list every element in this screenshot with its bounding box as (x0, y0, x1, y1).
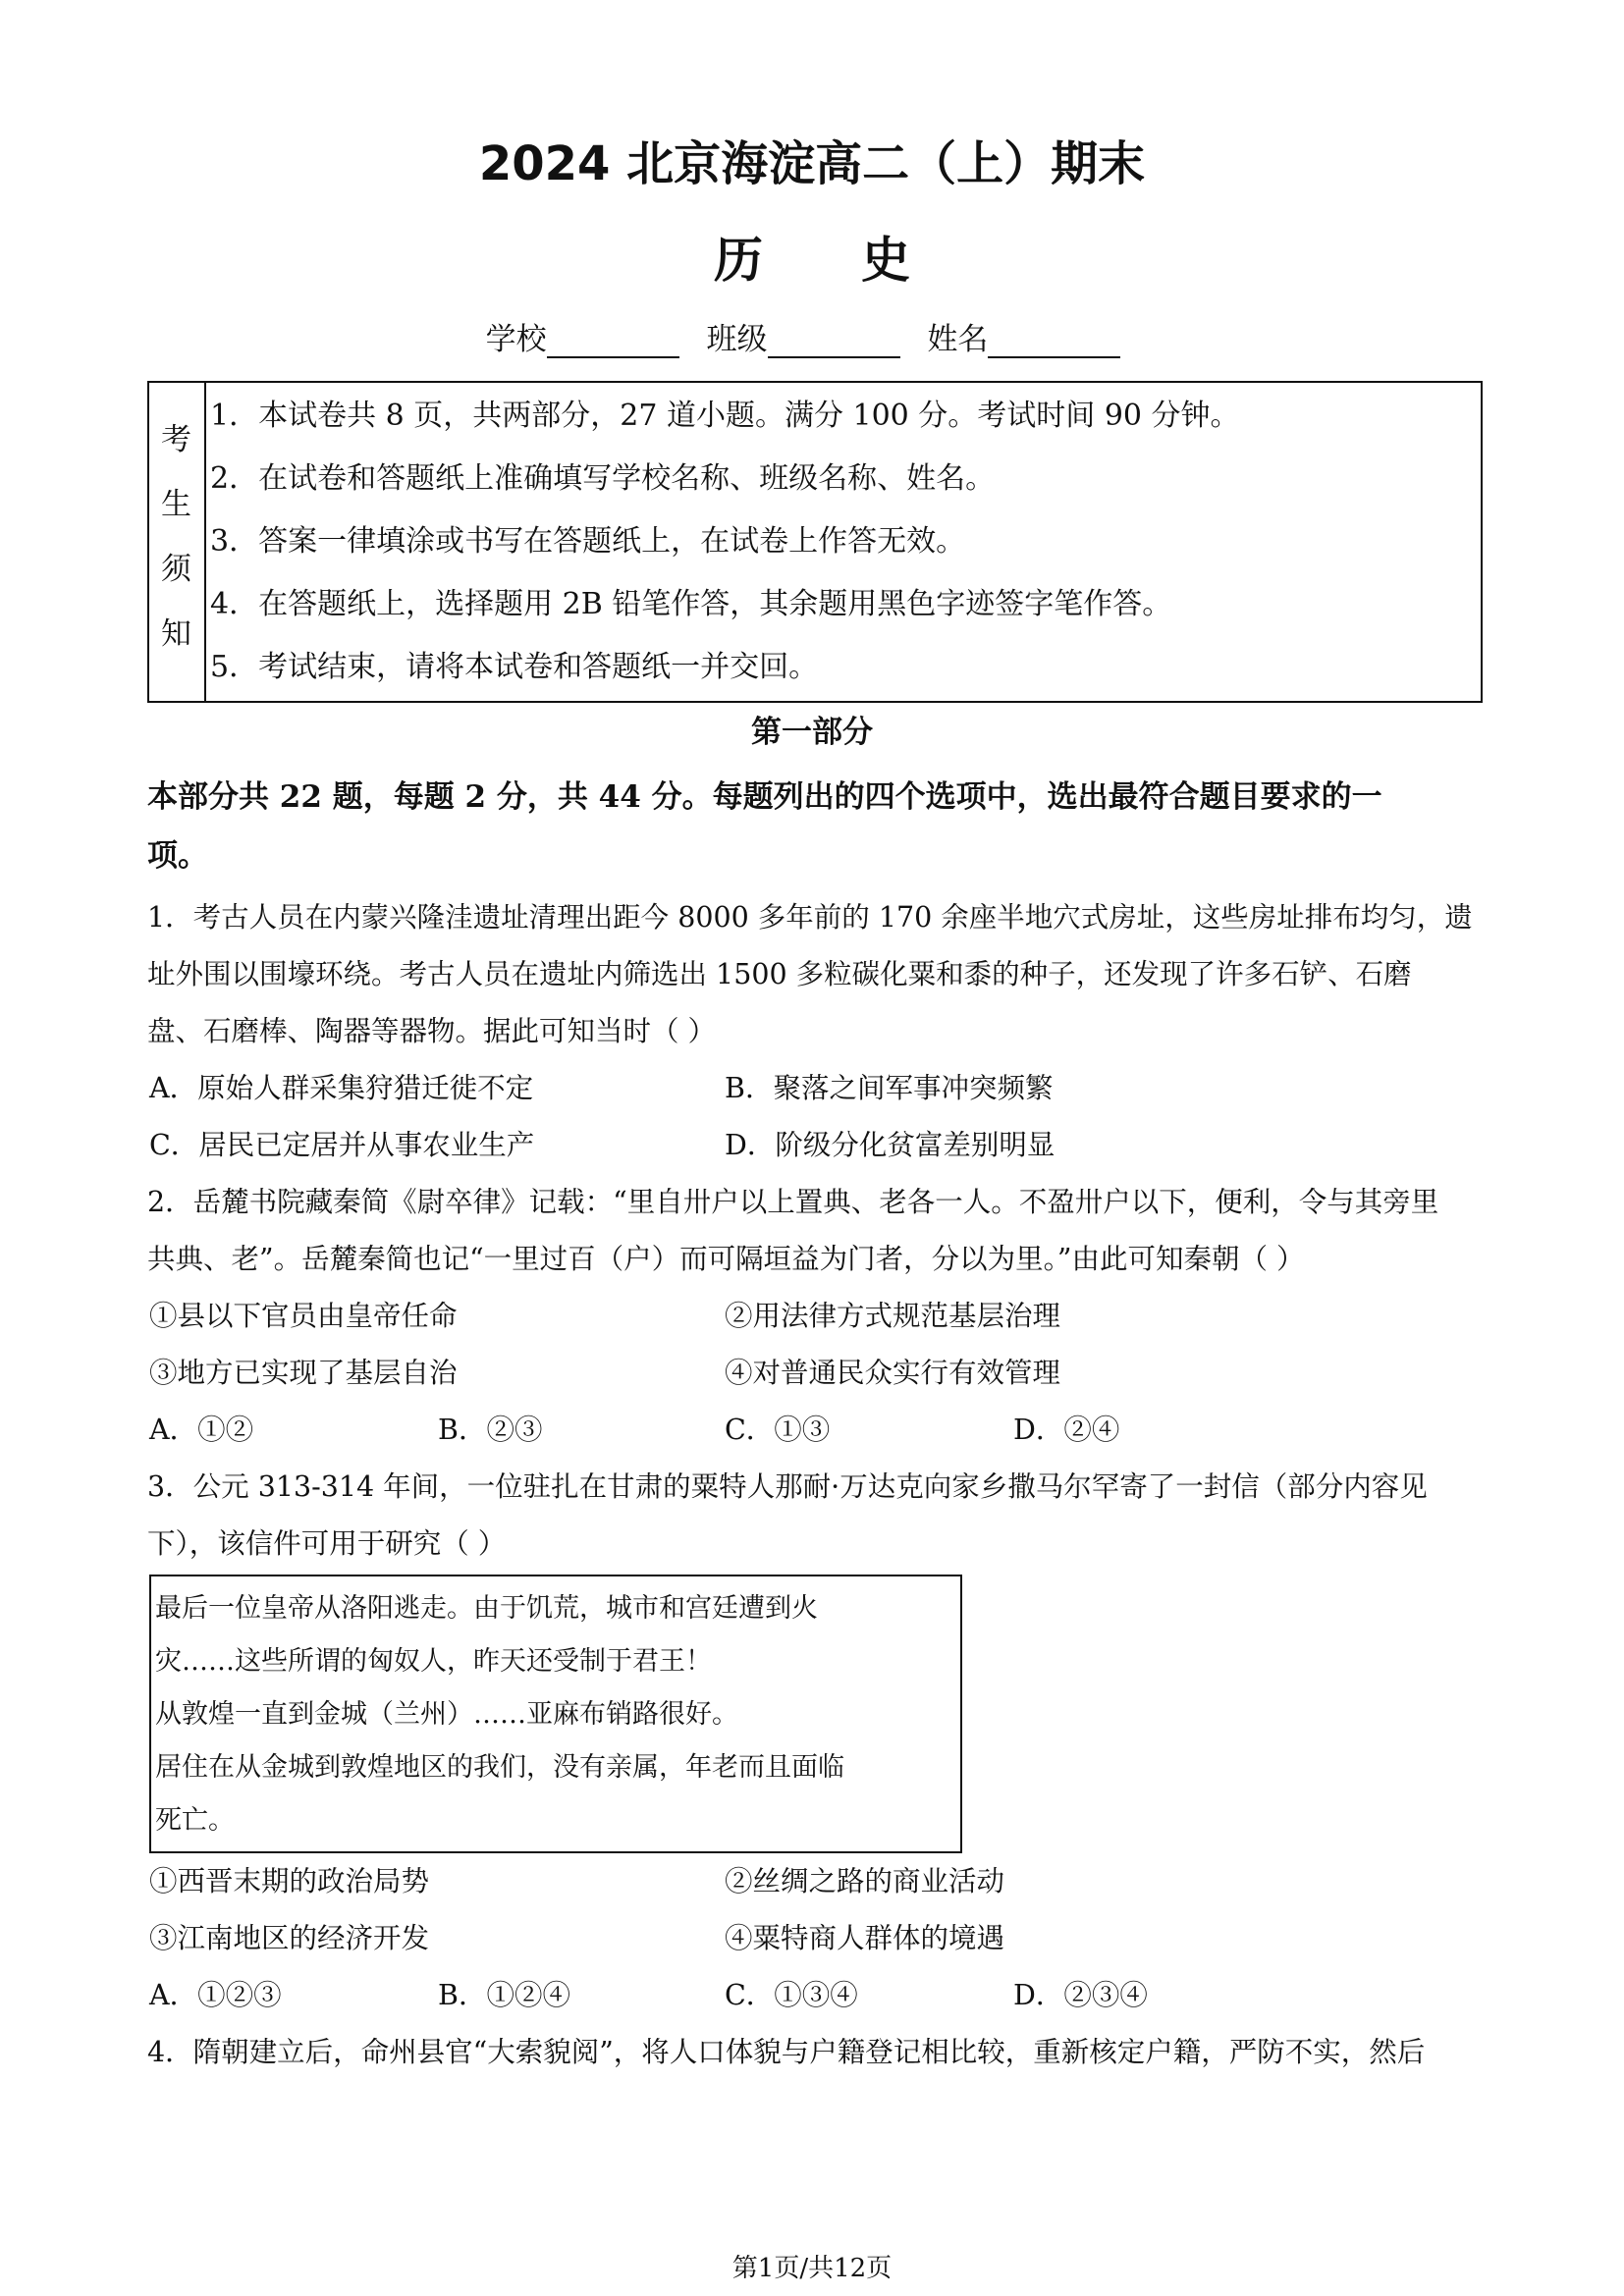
q3-option-a[interactable]: A．①②③ (149, 1979, 282, 2011)
q3-option-c[interactable]: C．①③④ (725, 1979, 858, 2011)
q2-statement-3: ③地方已实现了基层自治 (149, 1357, 458, 1389)
part-one-intro: 本部分共 22 题，每题 2 分，共 44 分。每题列出的四个选项中，选出最符合题目要求的一 (147, 779, 1382, 815)
q3-option-b[interactable]: B．①②④ (438, 1979, 570, 2011)
exam-title: 2024 北京海淀高二（上）期末 (478, 136, 1146, 191)
q1-option-a[interactable]: A．原始人群采集狩猎迁徙不定 (149, 1072, 534, 1104)
q2-option-c[interactable]: C．①③ (725, 1414, 831, 1446)
school-blank[interactable] (547, 327, 679, 358)
notice-item: 3．答案一律填涂或书写在答题纸上，在试卷上作答无效。 (210, 524, 966, 559)
notice-item: 2．在试卷和答题纸上准确填写学校名称、班级名称、姓名。 (210, 461, 996, 496)
q2-option-a[interactable]: A．①② (149, 1414, 254, 1446)
question-1-text: 址外围以围壕环绕。考古人员在遗址内筛选出 1500 多粒碳化粟和黍的种子，还发现了许多石铲、石磨 (147, 958, 1412, 990)
letter-excerpt-box (149, 1575, 962, 1853)
notice-head-char: 生 (161, 487, 191, 522)
question-2-text: 共典、老”。岳麓秦简也记“一里过百（户）而可隔垣益为门者，分以为里。”由此可知秦朝（ ） (147, 1243, 1305, 1275)
class-blank[interactable] (768, 327, 900, 358)
notice-heading (149, 383, 206, 701)
letter-line: 从敦煌一直到金城（兰州）……亚麻布销路很好。 (155, 1699, 738, 1730)
name-label: 姓名 (927, 322, 989, 357)
letter-line: 最后一位皇帝从洛阳逃走。由于饥荒，城市和宫廷遭到火 (155, 1593, 818, 1624)
notice-item: 1．本试卷共 8 页，共两部分，27 道小题。满分 100 分。考试时间 90 分钟。 (210, 399, 1240, 433)
part-one-title: 第一部分 (751, 715, 873, 750)
q1-option-c[interactable]: C．居民已定居并从事农业生产 (149, 1129, 535, 1161)
q3-statement-2: ②丝绸之路的商业活动 (725, 1865, 1005, 1897)
part-one-intro: 项。 (147, 838, 208, 874)
question-4-text: 4．隋朝建立后，命州县官“大索貌阅”，将人口体貌与户籍登记相比较，重新核定户籍，严防不实，然后 (147, 2036, 1426, 2068)
student-info-line (0, 314, 1624, 358)
q3-statement-1: ①西晋末期的政治局势 (149, 1865, 430, 1897)
subject-title: 历史 (714, 232, 1008, 289)
q1-option-b[interactable]: B．聚落之间军事冲突频繁 (725, 1072, 1054, 1104)
question-3-text: 3．公元 313-314 年间，一位驻扎在甘肃的粟特人那耐·万达克向家乡撒马尔罕寄了一封信（部分内容见 (147, 1470, 1428, 1503)
q3-option-d[interactable]: D．②③④ (1013, 1979, 1148, 2011)
q1-option-d[interactable]: D．阶级分化贫富差别明显 (725, 1129, 1056, 1161)
notice-item: 4．在答题纸上，选择题用 2B 铅笔作答，其余题用黑色字迹签字笔作答。 (210, 587, 1172, 621)
notice-head-char: 知 (161, 616, 191, 652)
question-1-text: 1．考古人员在内蒙兴隆洼遗址清理出距今 8000 多年前的 170 余座半地穴式房址，这些房址排布均匀，遗 (147, 901, 1473, 934)
question-3-text: 下），该信件可用于研究（ ） (147, 1527, 507, 1560)
notice-item: 5．考试结束，请将本试卷和答题纸一并交回。 (210, 650, 819, 684)
exam-notice-box (147, 381, 1483, 703)
letter-line: 灾……这些所谓的匈奴人，昨天还受制于君王！ (155, 1646, 712, 1677)
question-2-text: 2．岳麓书院藏秦简《尉卒律》记载：“里自卅户以上置典、老各一人。不盈卅户以下，便利，令与其旁里 (147, 1186, 1439, 1218)
q2-statement-1: ①县以下官员由皇帝任命 (149, 1300, 458, 1332)
class-label: 班级 (706, 322, 768, 357)
q3-statement-3: ③江南地区的经济开发 (149, 1922, 430, 1954)
q2-option-b[interactable]: B．②③ (438, 1414, 543, 1446)
question-1-text: 盘、石磨棒、陶器等器物。据此可知当时（ ） (147, 1015, 717, 1047)
q3-statement-4: ④粟特商人群体的境遇 (725, 1922, 1005, 1954)
q2-statement-2: ②用法律方式规范基层治理 (725, 1300, 1061, 1332)
letter-line: 居住在从金城到敦煌地区的我们，没有亲属，年老而且面临 (155, 1752, 844, 1783)
name-blank[interactable] (988, 327, 1120, 358)
q2-statement-4: ④对普通民众实行有效管理 (725, 1357, 1061, 1389)
letter-line: 死亡。 (155, 1805, 235, 1836)
page-footer: 第1页/共12页 (731, 2254, 893, 2283)
school-label: 学校 (485, 322, 547, 357)
notice-head-char: 须 (161, 552, 191, 587)
notice-head-char: 考 (161, 422, 191, 457)
q2-option-d[interactable]: D．②④ (1013, 1414, 1120, 1446)
